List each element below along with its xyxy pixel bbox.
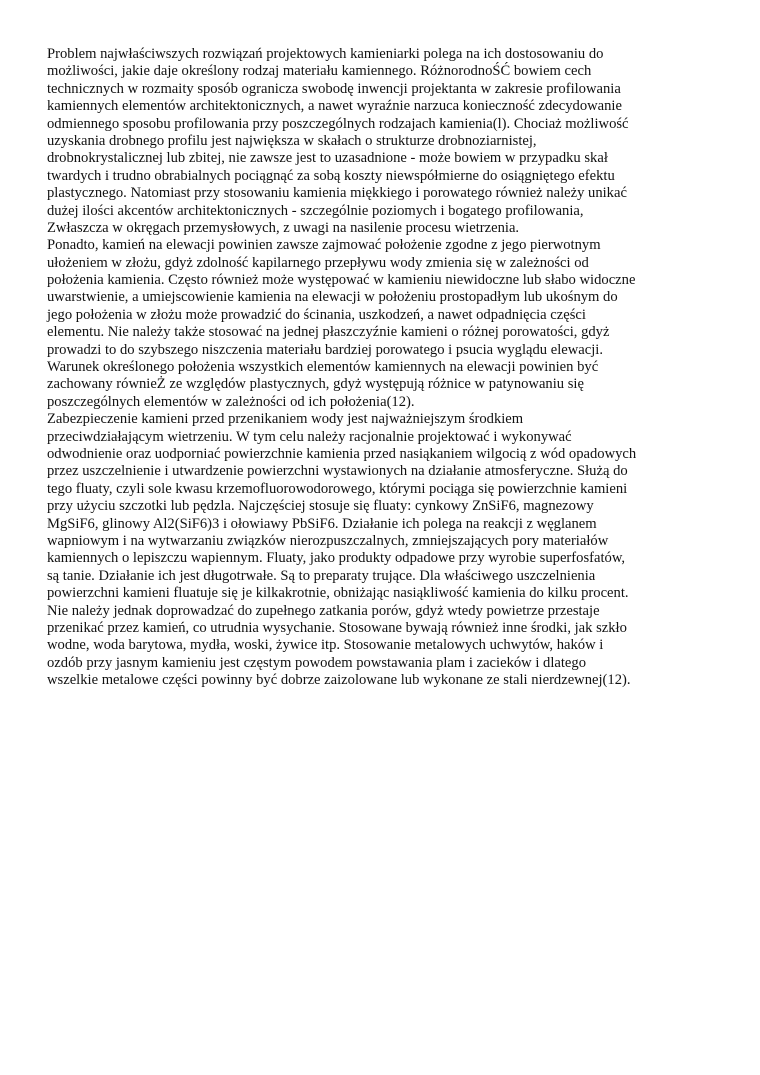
text-line: Problem najwłaściwszych rozwiązań projektowych kamieniarki polega na ich dostosowaniu do <box>47 46 604 62</box>
text-line: MgSiF6, glinowy Al2(SiF6)3 i ołowiawy PbSiF6. Działanie ich polega na reakcji z węglanem <box>47 515 597 532</box>
text-line: kamiennych elementów architektonicznych, a nawet wyraźnie narzuca konieczność zdecydowanie <box>47 98 622 115</box>
text-line: zachowany równieŻ ze względów plastycznych, gdyż występują różnice w patynowaniu się <box>47 376 584 393</box>
text-line: wapniowym i na wytwarzaniu związków nierozpuszczalnych, zmniejszających pory materiałów <box>47 532 609 549</box>
text-line: Zabezpieczenie kamieni przed przenikaniem wody jest najważniejszym środkiem <box>47 411 524 428</box>
text-line: przenikać przez kamień, co utrudnia wysychanie. Stosowane bywają również inne środki, jak szkło <box>47 619 627 636</box>
text-line: możliwości, jakie daje określony rodzaj materiału kamiennego. RóżnorodnoŚĆ bowiem cech <box>47 63 592 80</box>
text-line: drobnokrystalicznej lub zbitej, nie zawsze jest to uzasadnione - może bowiem w przypadku skał <box>47 150 608 167</box>
text-line: uzyskania drobnego profilu jest największa w skałach o strukturze drobnoziarnistej, <box>47 132 537 149</box>
document-body-text <box>47 46 687 689</box>
text-line: ozdób przy jasnym kamieniu jest częstym powodem powstawania plam i zacieków i dlatego <box>47 654 587 671</box>
text-line: dużej ilości akcentów architektonicznych - szczególnie poziomych i bogatego profilowania, <box>47 202 584 219</box>
text-line: Ponadto, kamień na elewacji powinien zawsze zajmować położenie zgodne z jego pierwotnym <box>47 237 601 254</box>
text-line: elementu. Nie należy także stosować na jednej płaszczyźnie kamieni o różnej porowatości, gdyż <box>47 324 610 341</box>
text-line: plastycznego. Natomiast przy stosowaniu kamienia miękkiego i porowatego również należy unikać <box>47 185 627 202</box>
text-line: są tanie. Działanie ich jest długotrwałe. Są to preparaty trujące. Dla właściwego uszczelnienia <box>47 567 596 584</box>
text-line: tego fluaty, czyli sole kwasu krzemofluorowodorowego, którymi pociąga się powierzchnie kamieni <box>47 480 628 497</box>
text-line: Nie należy jednak doprowadzać do zupełnego zatkania porów, gdyż wtedy powietrze przestaje <box>47 602 600 619</box>
text-line: Zwłaszcza w okręgach przemysłowych, z uwagi na nasilenie procesu wietrzenia. <box>47 219 520 236</box>
text-line: przez uszczelnienie i utwardzenie powierzchni wystawionych na działanie atmosferyczne. Służą do <box>47 463 628 480</box>
text-line: prowadzi to do szybszego niszczenia materiału bardziej porowatego i psucia wyglądu elewacji. <box>47 341 603 358</box>
text-line: Warunek określonego położenia wszystkich elementów kamiennych na elewacji powinien być <box>47 359 599 376</box>
text-line: wszelkie metalowe części powinny być dobrze zaizolowane lub wykonane ze stali nierdzewnej(12). <box>47 672 631 689</box>
text-line: odmiennego sposobu profilowania przy poszczególnych rodzajach kamienia(l). Chociaż możliwość <box>47 115 629 132</box>
text-line: technicznych w rozmaity sposób ogranicza swobodę inwencji projektanta w zakresie profilowania <box>47 80 621 97</box>
text-line: jego położenia w złożu może prowadzić do ścinania, uszkodzeń, a nawet odpadnięcia części <box>47 306 586 323</box>
text-line: odwodnienie oraz uodporniać powierzchnie kamienia przed nasiąkaniem wilgocią z wód opadowych <box>47 445 637 462</box>
text-line: powierzchni kamieni fluatuje się je kilkakrotnie, obniżając nasiąkliwość kamienia do kilku procent. <box>47 585 629 602</box>
text-line: przeciwdziałającym wietrzeniu. W tym celu należy racjonalnie projektować i wykonywać <box>47 428 572 445</box>
text-line: położenia kamienia. Często również może występować w kamieniu niewidoczne lub słabo widoczne <box>47 272 636 289</box>
text-line: poszczególnych elementów w zależności od ich położenia(12). <box>47 393 415 410</box>
text-line: ułożeniem w złożu, gdyż zdolność kapilarnego przepływu wody zmienia się w zależności od <box>47 254 589 271</box>
text-line: kamiennych o lepiszczu wapiennym. Fluaty, jako produkty odpadowe przy wyrobie superfosfatów, <box>47 550 626 567</box>
text-line: przy użyciu szczotki lub pędzla. Najczęściej stosuje się fluaty: cynkowy ZnSiF6, magnezowy <box>47 498 594 515</box>
text-line: twardych i trudno obrabialnych pociągnąć za sobą koszty niewspółmierne do osiągniętego efektu <box>47 167 615 184</box>
text-line: uwarstwienie, a umiejscowienie kamienia na elewacji w położeniu prostopadłym lub ukośnym do <box>47 289 618 306</box>
text-line: wodne, woda barytowa, mydła, woski, żywice itp. Stosowanie metalowych uchwytów, haków i <box>47 637 604 654</box>
